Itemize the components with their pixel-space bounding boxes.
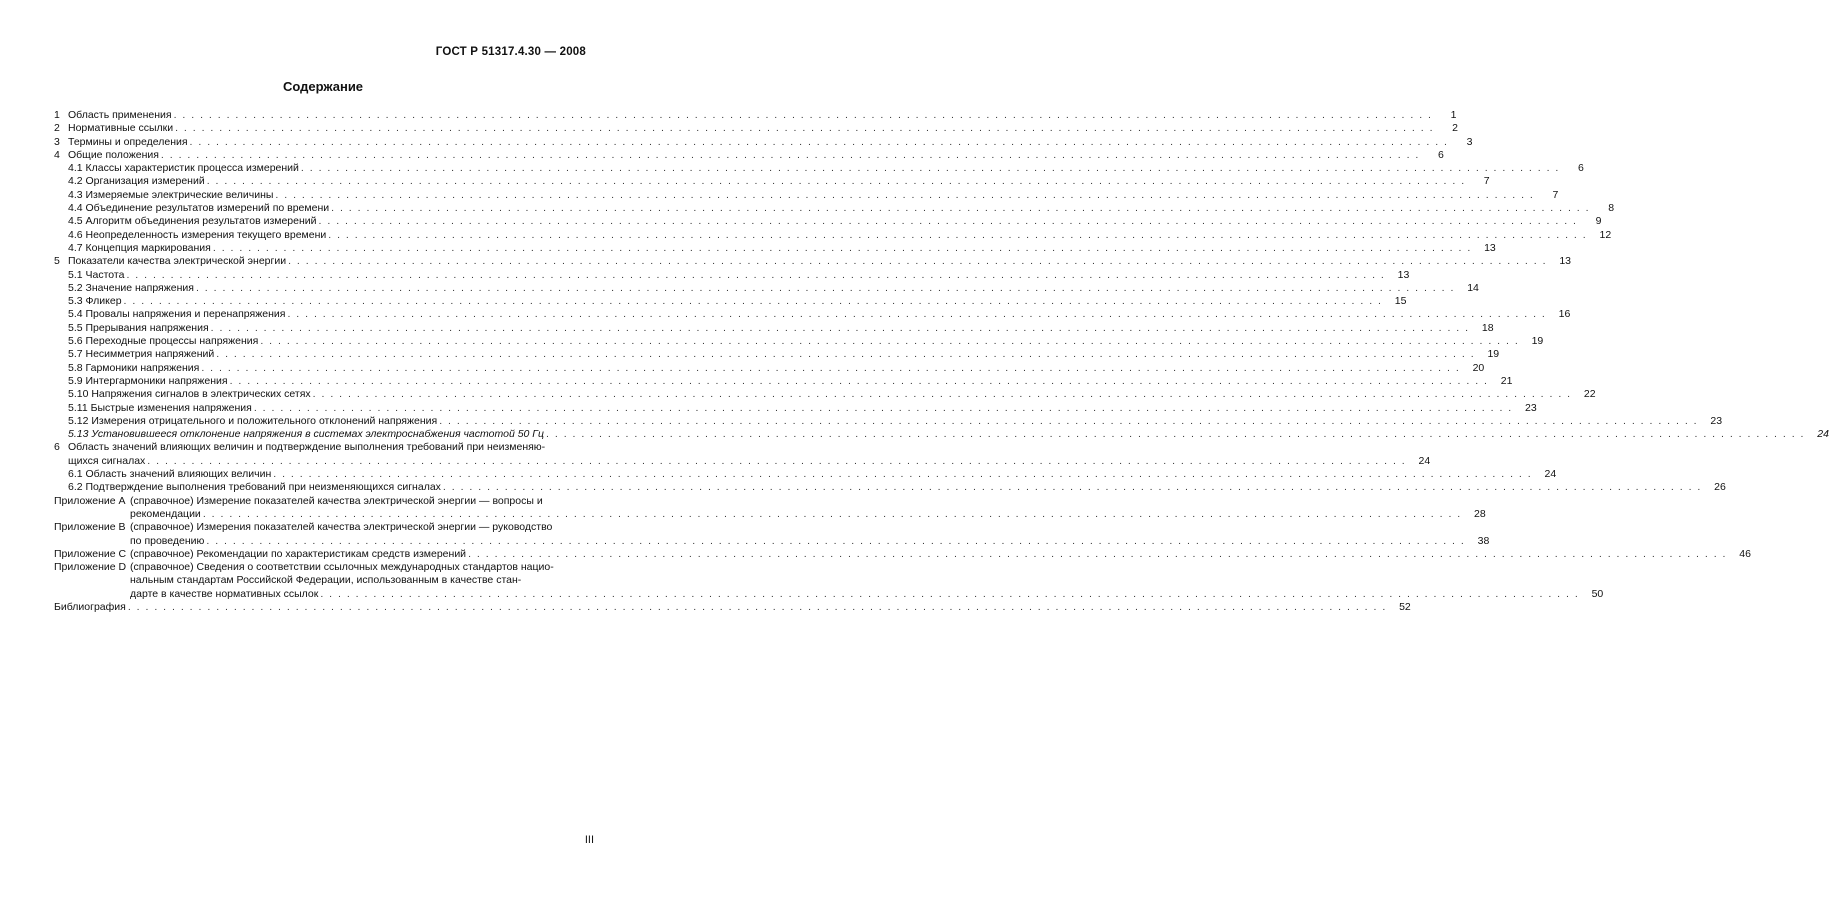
toc-label: 4.7 Концепция маркирования: [68, 241, 211, 254]
toc-entry[interactable]: [54, 335, 1544, 348]
toc-label: 5.2 Значение напряжения: [68, 281, 194, 294]
toc-leader-dots: [468, 548, 1727, 561]
toc-entry[interactable]: [54, 228, 1612, 242]
toc-page: 7: [1483, 175, 1490, 188]
toc-label-line2: дарте в качестве нормативных ссылок: [130, 587, 319, 600]
toc-leader-dots: [174, 109, 1433, 122]
toc-leader-dots: [175, 122, 1434, 135]
toc-page: 19: [1531, 335, 1544, 348]
toc-label: 4.3 Измеряемые электрические величины: [68, 188, 274, 201]
toc-entry[interactable]: [54, 295, 1407, 308]
toc-label-line2: рекомендации: [130, 507, 201, 520]
toc-entry-appendix[interactable]: [54, 561, 1604, 601]
toc-label: 5.10 Напряжения сигналов в электрических сетях: [68, 388, 311, 401]
toc-entry[interactable]: [54, 241, 1496, 255]
toc-label: 5.13 Установившееся отклонение напряжения в системах электроснабжения частотой 50 Гц: [68, 428, 545, 441]
toc-entry[interactable]: [54, 281, 1479, 295]
toc-number: 2: [54, 122, 60, 135]
toc-label: Библиография: [54, 600, 126, 613]
toc-entry[interactable]: [54, 428, 1829, 441]
toc-label: Термины и определения: [68, 135, 188, 148]
toc-entry[interactable]: [54, 122, 1458, 135]
toc-entry[interactable]: [54, 175, 1490, 188]
toc-page: 28: [1474, 507, 1486, 520]
toc-leader-dots: [201, 362, 1460, 375]
toc-page: 9: [1595, 215, 1602, 228]
toc-leader-dots: [207, 175, 1466, 188]
toc-entry[interactable]: [54, 215, 1602, 228]
toc-entry[interactable]: [54, 308, 1571, 321]
toc-label: 4.2 Организация измерений: [68, 175, 205, 188]
toc-label-line1: Область значений влияющих величин и подтверждение выполнения требований при неизменяю-: [68, 441, 546, 454]
toc-page: 13: [1397, 268, 1410, 281]
toc-page: 22: [1583, 388, 1596, 401]
toc-label-line1: (справочное) Рекомендации по характеристикам средств измерений: [130, 547, 467, 560]
toc-entry[interactable]: [54, 109, 1457, 122]
toc-number: 4: [54, 148, 60, 161]
toc-entry[interactable]: [54, 348, 1500, 361]
toc-label: Область применения: [68, 109, 172, 121]
toc-leader-dots: [288, 255, 1547, 268]
toc-page: 6: [1438, 148, 1444, 161]
toc-leader-dots: [190, 136, 1449, 149]
toc-number: 3: [54, 135, 60, 148]
toc-label: 5.1 Частота: [68, 268, 125, 281]
toc-page: 19: [1487, 348, 1500, 361]
toc-page: 7: [1552, 188, 1559, 201]
toc-entry[interactable]: [54, 268, 1410, 282]
toc-page: 23: [1710, 414, 1723, 427]
toc-label: Нормативные ссылки: [68, 122, 174, 135]
toc-entry-appendix[interactable]: [54, 521, 1490, 548]
toc-leader-dots: [301, 162, 1560, 175]
toc-page: 12: [1599, 228, 1612, 241]
toc-label: 5.5 Прерывания напряжения: [68, 321, 209, 334]
toc-leader-dots: [213, 242, 1472, 255]
toc-page: 1: [1450, 109, 1457, 121]
toc-page: 14: [1467, 281, 1479, 294]
toc-entry[interactable]: [54, 321, 1494, 335]
toc-page: 46: [1739, 547, 1751, 560]
page-title: Содержание: [282, 79, 364, 94]
toc-label-line1b: нальным стандартам Российской Федерации, использованным в качестве стан-: [130, 574, 522, 587]
toc-page: 26: [1714, 481, 1726, 494]
toc-entry-section-6[interactable]: [54, 441, 1431, 468]
toc-label: Показатели качества электрической энергии: [68, 255, 287, 268]
toc-page: 50: [1591, 587, 1604, 600]
toc-leader-dots: [203, 508, 1462, 521]
toc-leader-dots: [124, 295, 1383, 308]
toc-label-line2: щихся сигналах: [68, 454, 146, 467]
toc-page: 24: [1418, 454, 1431, 467]
toc-entry[interactable]: [54, 388, 1596, 401]
toc-label: 5.9 Интергармоники напряжения: [68, 374, 228, 387]
toc-page: 20: [1472, 361, 1485, 374]
toc-label: 5.11 Быстрые изменения напряжения: [68, 401, 252, 414]
appendix-key: Приложение В: [54, 521, 126, 534]
toc-label: 4.1 Классы характеристик процесса измерений: [68, 162, 299, 175]
toc-label: 5.12 Измерения отрицательного и положительного отклонений напряжения: [68, 414, 438, 427]
toc-label: 5.6 Переходные процессы напряжения: [68, 335, 259, 348]
appendix-key: Приложение D: [54, 561, 127, 574]
toc-entry[interactable]: [54, 374, 1513, 388]
toc-label-line2: по проведению: [130, 534, 205, 547]
toc-leader-dots: [216, 348, 1475, 361]
toc-label: 5.8 Гармоники напряжения: [68, 361, 200, 374]
toc-leader-dots: [319, 215, 1578, 228]
toc-number: 1: [54, 109, 60, 121]
toc-label: 5.7 Несимметрия напряжений: [68, 348, 215, 361]
toc-leader-dots: [128, 601, 1387, 614]
toc-leader-dots: [126, 269, 1385, 282]
toc-leader-dots: [546, 428, 1805, 441]
toc-page: 24: [1817, 428, 1829, 441]
toc-leader-dots: [206, 535, 1465, 548]
toc-page: 52: [1399, 600, 1411, 613]
toc-entry[interactable]: [54, 414, 1723, 428]
toc-label: 6.2 Подтверждение выполнения требований при неизменяющихся сигналах: [68, 481, 441, 494]
toc-page: 21: [1500, 374, 1513, 387]
toc-leader-dots: [254, 402, 1513, 415]
toc-leader-dots: [443, 481, 1702, 494]
toc-leader-dots: [273, 468, 1532, 481]
toc-entry[interactable]: [54, 401, 1537, 415]
toc-page: 23: [1525, 401, 1537, 414]
toc-page: 13: [1484, 241, 1496, 254]
toc-label: 5.4 Провалы напряжения и перенапряжения: [68, 308, 286, 321]
toc-leader-dots: [196, 282, 1455, 295]
toc-entry[interactable]: [54, 148, 1444, 162]
toc-label: Общие положения: [68, 148, 159, 161]
document-header: ГОСТ Р 51317.4.30 — 2008: [435, 46, 586, 58]
toc-entry[interactable]: [54, 202, 1615, 215]
table-of-contents: [54, 109, 1829, 614]
toc-page: 16: [1558, 308, 1571, 321]
appendix-key: Приложение А: [54, 494, 126, 507]
toc-page: 18: [1481, 321, 1494, 334]
page-number: III: [584, 834, 594, 846]
appendix-key: Приложение С: [54, 547, 127, 560]
toc-leader-dots: [211, 322, 1470, 335]
toc-leader-dots: [147, 455, 1406, 468]
toc-leader-dots: [161, 149, 1420, 162]
toc-entry-appendix[interactable]: [54, 494, 1486, 522]
toc-label: 5.3 Фликер: [68, 295, 122, 308]
toc-page: 13: [1559, 255, 1571, 268]
toc-leader-dots: [320, 588, 1579, 601]
toc-entry-appendix[interactable]: [54, 547, 1751, 561]
toc-number: 5: [54, 255, 60, 268]
toc-entry[interactable]: [54, 361, 1485, 375]
toc-label-line1: (справочное) Сведения о соответствии ссылочных международных стандартов нацио-: [130, 561, 554, 574]
toc-label: 4.6 Неопределенность измерения текущего времени: [68, 228, 327, 241]
toc-leader-dots: [287, 308, 1546, 321]
toc-page: 8: [1608, 202, 1615, 215]
toc-entry[interactable]: [54, 188, 1559, 202]
toc-page: 15: [1394, 295, 1407, 308]
toc-page: 2: [1452, 122, 1458, 135]
toc-entry[interactable]: [54, 135, 1473, 149]
toc-label: 6.1 Область значений влияющих величин: [68, 468, 272, 481]
toc-page: 24: [1544, 468, 1557, 481]
toc-label-line1: (справочное) Измерение показателей качества электрической энергии — вопросы и: [130, 494, 543, 507]
toc-leader-dots: [331, 202, 1590, 215]
toc-leader-dots: [260, 335, 1519, 348]
toc-page: 6: [1577, 162, 1584, 175]
toc-entry[interactable]: [54, 162, 1584, 175]
toc-label-line1: (справочное) Измерения показателей качества электрической энергии — руководство: [130, 521, 553, 534]
toc-leader-dots: [313, 388, 1572, 401]
toc-entry[interactable]: [54, 255, 1571, 268]
toc-label: 4.4 Объединение результатов измерений по времени: [68, 202, 330, 215]
toc-leader-dots: [275, 189, 1534, 202]
toc-leader-dots: [328, 229, 1587, 242]
toc-page: 3: [1466, 135, 1473, 148]
toc-leader-dots: [230, 375, 1489, 388]
toc-leader-dots: [439, 415, 1698, 428]
toc-entry[interactable]: [54, 468, 1557, 481]
toc-number: 6: [54, 441, 60, 454]
toc-entry[interactable]: [54, 481, 1726, 494]
toc-page: 38: [1477, 534, 1490, 547]
toc-label: 4.5 Алгоритм объединения результатов измерений: [68, 215, 317, 228]
toc-entry-bibliography[interactable]: [54, 600, 1411, 614]
